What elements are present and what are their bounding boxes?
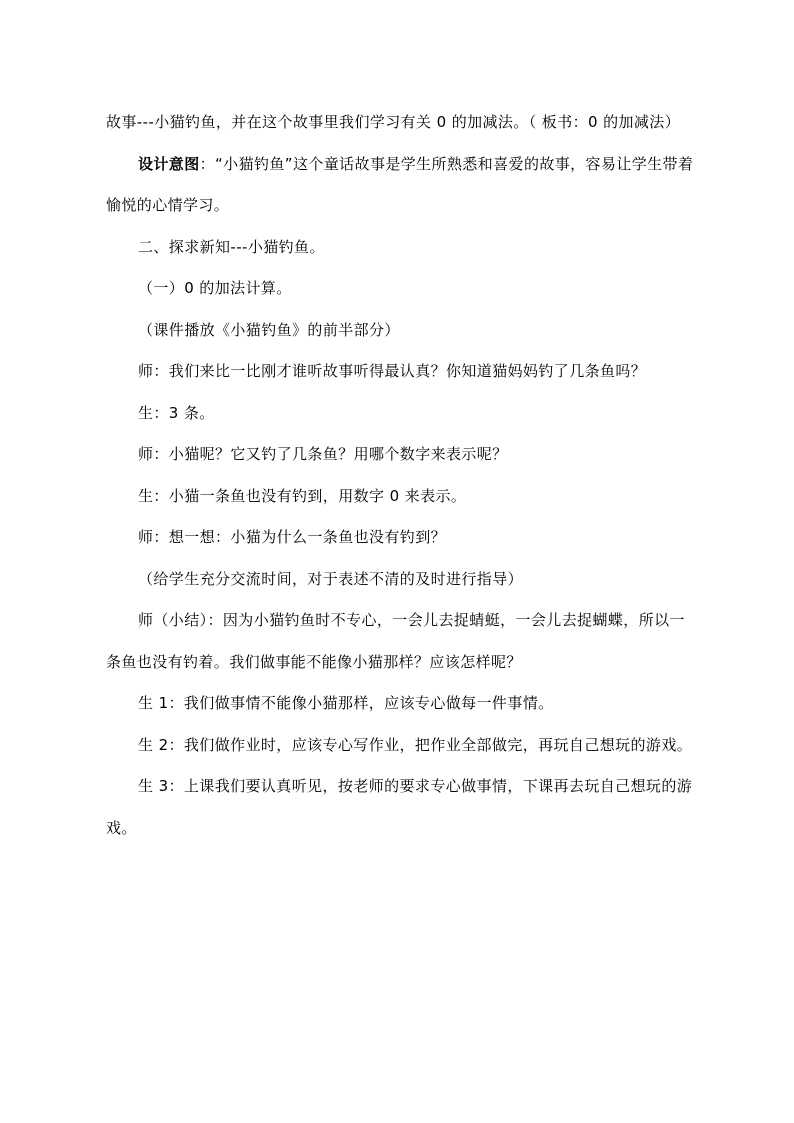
section-heading-new-knowledge: 二、探求新知---小猫钓鱼。 — [138, 237, 325, 256]
paragraph-instruction-note: （给学生充分交流时间，对于表述不清的及时进行指导） — [138, 569, 524, 588]
dialogue-teacher-question: 师：小猫呢？它又钓了几条鱼？用哪个数字来表示呢？ — [138, 445, 508, 463]
dialogue-student-answer: 生：3 条。 — [138, 403, 215, 422]
dialogue-teacher-summary: 师（小结）：因为小猫钓鱼时不专心，一会儿去捉蜻蜓，一会儿去捉蝴蝶，所以一条鱼也没有钓着。我们做事能不能像小猫那样？应该怎样呢？ — [106, 611, 685, 671]
dialogue-teacher-question: 师：想一想：小猫为什么一条鱼也没有钓到？ — [138, 528, 447, 546]
dialogue-student-answer: 生 2：我们做作业时，应该专心写作业，把作业全部做完，再玩自己想玩的游戏。 — [138, 735, 693, 754]
document-body — [106, 102, 696, 849]
subsection-heading-addition: （一）0 的加法计算。 — [138, 279, 292, 297]
dialogue-teacher-question: 师：我们来比一比刚才谁听故事听得最认真？你知道猫妈妈钓了几条鱼吗？ — [138, 362, 647, 380]
dialogue-student-answer: 生 3：上课我们要认真听见，按老师的要求专心做事情，下课再去玩自己想玩的游戏。 — [106, 777, 693, 837]
design-intent-text: ：“小猫钓鱼”这个童话故事是学生所熟悉和喜爱的故事，容易让学生带着愉悦的心情学习。 — [106, 154, 694, 214]
design-intent-label: 设计意图 — [138, 154, 200, 173]
paragraph-story-intro: 故事---小猫钓鱼，并在这个故事里我们学习有关 0 的加减法。（ 板书：0 的加减法） — [106, 113, 681, 131]
paragraph-courseware-note: （课件播放《小猫钓鱼》的前半部分） — [138, 320, 400, 339]
dialogue-student-answer: 生：小猫一条鱼也没有钓到，用数字 0 来表示。 — [138, 486, 467, 505]
paragraph-design-intent — [106, 144, 696, 227]
dialogue-student-answer: 生 1：我们做事情不能像小猫那样，应该专心做每一件事情。 — [138, 694, 554, 712]
